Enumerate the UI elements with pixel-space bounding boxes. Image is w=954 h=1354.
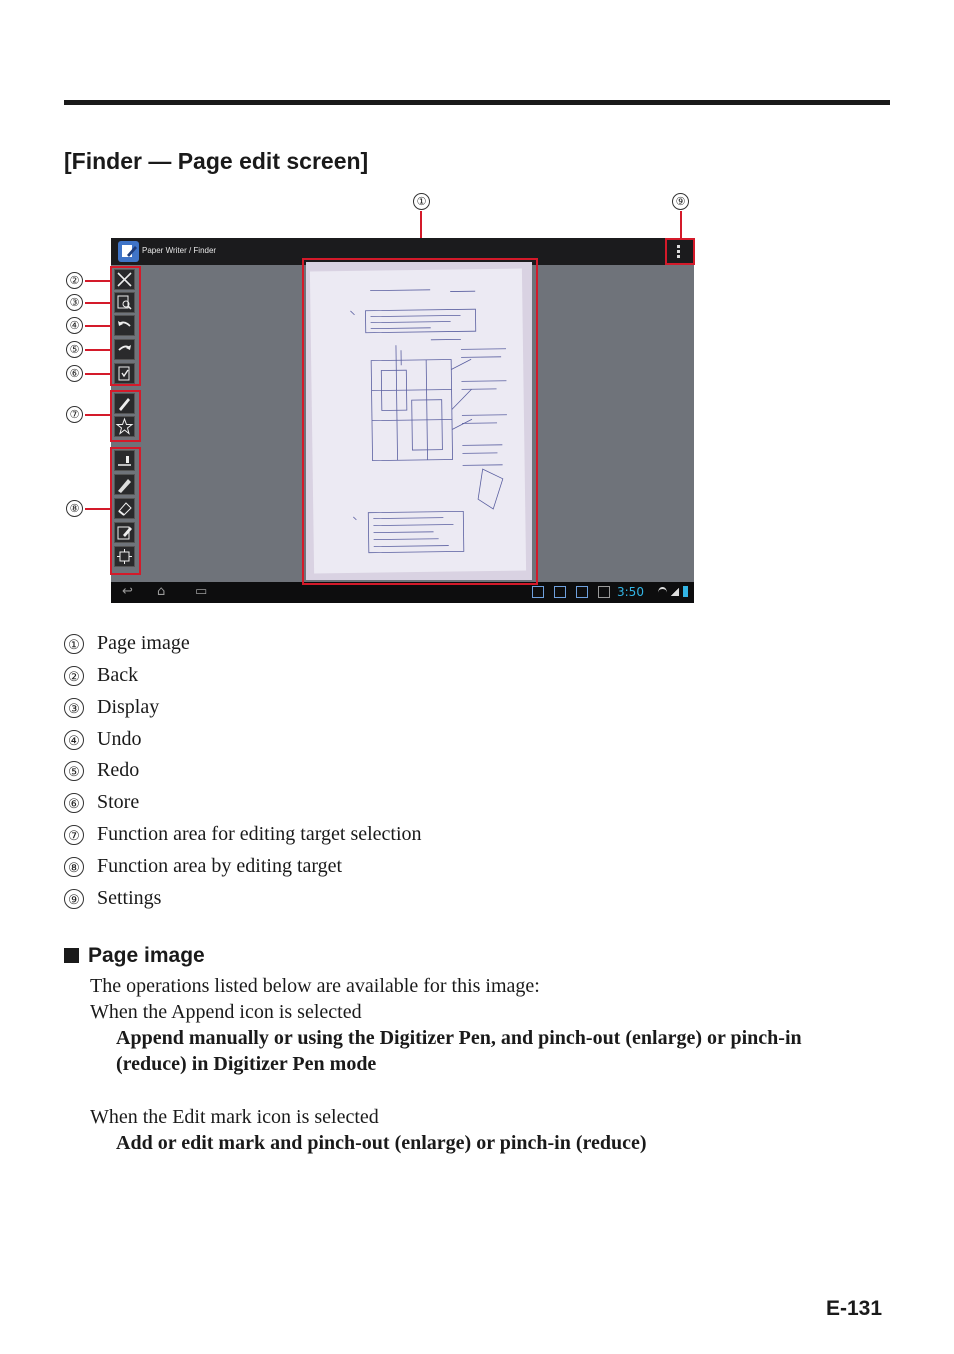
legend-number: ⑨ xyxy=(64,889,84,909)
legend-number: ③ xyxy=(64,698,84,718)
notification-icon xyxy=(576,586,588,598)
legend-number: ⑦ xyxy=(64,825,84,845)
status-clock: 3:50 xyxy=(617,585,644,599)
legend-number: ⑤ xyxy=(64,761,84,781)
wifi-icon xyxy=(658,587,667,598)
legend-label: Display xyxy=(97,696,160,718)
highlight-target-selection xyxy=(110,390,141,442)
callout-9: ⑨ xyxy=(672,193,689,210)
leader-6 xyxy=(85,373,112,375)
home-nav-icon[interactable]: ⌂ xyxy=(157,584,166,599)
legend-number: ① xyxy=(64,634,84,654)
legend-label: Store xyxy=(97,791,140,813)
callout-6: ⑥ xyxy=(66,365,83,382)
battery-icon xyxy=(683,586,688,597)
case2-text: When the Edit mark icon is selected xyxy=(90,1106,379,1128)
top-rule xyxy=(64,100,890,105)
square-bullet-icon xyxy=(64,948,79,963)
callout-3: ③ xyxy=(66,294,83,311)
legend-number: ② xyxy=(64,666,84,686)
section-title: [Finder — Page edit screen] xyxy=(64,148,369,174)
highlight-target-functions xyxy=(110,447,141,575)
callout-4: ④ xyxy=(66,317,83,334)
callout-5: ⑤ xyxy=(66,341,83,358)
app-logo-icon xyxy=(118,241,139,262)
leader-7 xyxy=(85,414,110,416)
leader-4 xyxy=(85,325,112,327)
page-image-heading xyxy=(64,942,205,970)
signal-icon xyxy=(671,587,679,596)
legend-label: Settings xyxy=(97,887,162,909)
legend-number: ⑧ xyxy=(64,857,84,877)
legend-label: Undo xyxy=(97,728,142,750)
recent-apps-icon[interactable]: ▭ xyxy=(195,584,208,599)
case2-detail: Add or edit mark and pinch-out (enlarge) or pinch-in (reduce) xyxy=(116,1132,647,1154)
legend-label: Redo xyxy=(97,759,140,781)
highlight-settings xyxy=(665,238,695,265)
leader-5 xyxy=(85,349,112,351)
highlight-left-buttons xyxy=(110,266,141,386)
callout-2: ② xyxy=(66,272,83,289)
case1-detail-line2: (reduce) in Digitizer Pen mode xyxy=(116,1053,377,1075)
legend-label: Back xyxy=(97,664,139,686)
notification-icon xyxy=(532,586,544,598)
highlight-page-image xyxy=(302,258,538,585)
legend-label: Function area for editing target selection xyxy=(97,823,422,845)
app-title: Paper Writer / Finder xyxy=(142,246,217,255)
leader-2 xyxy=(85,280,112,282)
intro-text: The operations listed below are available for this image: xyxy=(90,975,540,997)
page-number: E-131 xyxy=(826,1297,883,1320)
callout-1: ① xyxy=(413,193,430,210)
gallery-icon xyxy=(598,586,610,598)
legend-label: Page image xyxy=(97,632,190,654)
leader-8 xyxy=(85,508,110,510)
leader-3 xyxy=(85,302,112,304)
legend-number: ⑥ xyxy=(64,793,84,813)
legend-number: ④ xyxy=(64,730,84,750)
leader-9 xyxy=(680,211,682,239)
notification-icon xyxy=(554,586,566,598)
callout-7: ⑦ xyxy=(66,406,83,423)
system-navigation-bar xyxy=(111,582,694,603)
legend-label: Function area by editing target xyxy=(97,855,343,877)
case1-detail-line1: Append manually or using the Digitizer Pen, and pinch-out (enlarge) or pinch-in xyxy=(116,1027,802,1049)
back-nav-icon[interactable]: ↩ xyxy=(122,584,133,599)
callout-8: ⑧ xyxy=(66,500,83,517)
page-image-heading-text: Page image xyxy=(88,944,205,967)
case1-text: When the Append icon is selected xyxy=(90,1001,362,1023)
